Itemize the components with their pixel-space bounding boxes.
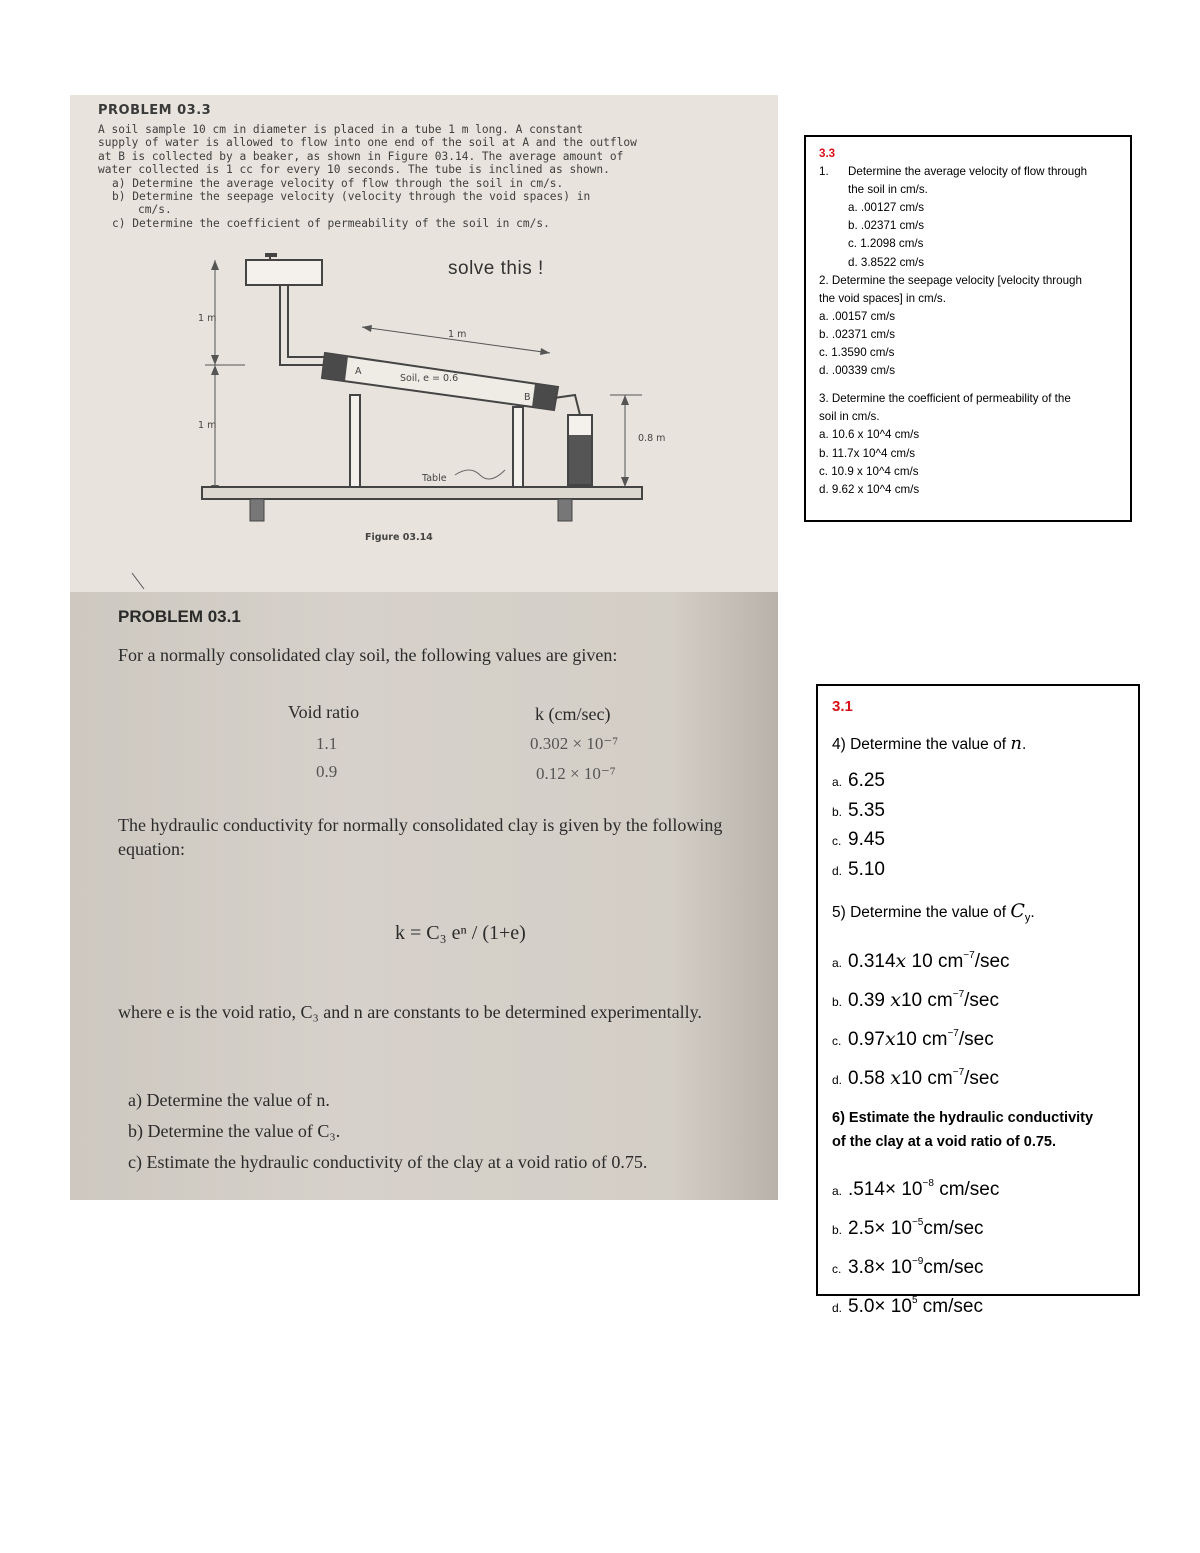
option-base: × 10 [874,1218,912,1240]
option[interactable] [832,856,1126,886]
option-mantissa: 5.0 [848,1296,875,1318]
option[interactable]: c. 10.9 x 10^4 cm/s [819,464,919,478]
problem-3-1-intro: For a normally consolidated clay soil, the following values are given: [118,645,618,665]
label-height: 0.8 m [638,433,666,444]
variable-sub: y [1024,912,1031,925]
figure-caption: Figure 03.14 [365,532,433,543]
box-heading: 3.1 [832,698,853,715]
option[interactable] [832,1285,1126,1324]
answer-box-3-3 [804,135,1132,522]
part-b: b) Determine the seepage velocity (velocity through the void spaces) in [112,190,591,204]
option-base: × 10 [884,1179,923,1201]
option[interactable]: a. 10.6 x 10^4 cm/s [819,428,920,442]
option-times: x [890,1067,901,1090]
question-b: b) Determine the value of C₃. [128,1121,341,1141]
text-line: A soil sample 10 cm in diameter is placed in a tube 1 m long. A constant [98,123,583,136]
label-1m-upper: 1 m [198,313,217,324]
option[interactable]: a. .00157 cm/s [819,309,896,323]
option[interactable] [832,1207,1126,1246]
option-exponent: −7 [947,1028,959,1040]
option-value: 5.35 [848,799,885,821]
hydraulic-conductivity-text: The hydraulic conductivity for normally consolidated clay is given by the following equation: [118,815,723,859]
label-table: Table [422,473,447,484]
table-cell: 0.12 × 10⁻⁷ [536,764,616,783]
part-c: c) Determine the coefficient of permeability of the soil in cm/s. [112,216,550,230]
table-header-void-ratio: Void ratio [288,702,360,722]
option-base: 10 cm [900,990,953,1012]
option[interactable]: b. 11.7x 10^4 cm/s [819,446,916,460]
option[interactable] [832,1246,1126,1285]
option[interactable] [832,797,1126,827]
option-base: × 10 [874,1257,912,1279]
option-exponent: −7 [952,1067,965,1079]
option-base: 10 cm [895,1029,948,1051]
variable-n: n [1010,733,1022,754]
option-letter: a. [832,1184,843,1199]
option-exponent: −5 [911,1217,924,1229]
question-text: the void spaces] in cm/s. [819,291,946,305]
question-number: 1. [819,165,829,179]
option-value: 5.10 [848,858,885,880]
option-times: x [895,950,907,973]
handwritten-note: solve this ! [448,258,544,279]
option-exponent: −7 [952,989,965,1001]
option[interactable]: c. 1.2098 cm/s [848,237,924,251]
option-unit: cm/sec [923,1257,984,1279]
option[interactable]: a. .00127 cm/s [848,201,925,215]
option-value: 6.25 [848,770,885,791]
option[interactable] [832,1168,1126,1207]
label-soil: Soil, e = 0.6 [400,373,459,384]
option-letter: b. [832,995,843,1010]
option-mantissa: 0.58 [848,1068,885,1090]
label-1m-lower: 1 m [198,420,217,431]
option-exponent: −8 [922,1178,934,1190]
option-unit: cm/sec [923,1218,984,1240]
option-exponent: 5 [911,1295,918,1307]
option-mantissa: 0.314 [848,951,896,973]
option-exponent: −7 [963,950,975,962]
problem-3-1-title: PROBLEM 03.1 [118,607,241,626]
part-a: a) Determine the average velocity of flow through the soil in cm/s. [112,176,564,190]
option-base: 10 cm [900,1068,953,1090]
table-cell: 1.1 [316,734,338,753]
option-mantissa: 0.39 [848,990,885,1012]
option-base: 10 cm [911,951,964,973]
option-mantissa: .514 [848,1179,885,1201]
label-a: A [355,366,362,377]
label-b: B [524,392,531,403]
question-1 [819,163,1120,181]
table-cell: 0.302 × 10⁻⁷ [530,734,619,753]
option[interactable] [832,767,1126,797]
option[interactable]: c. 1.3590 cm/s [819,346,895,360]
option-letter: b. [832,804,843,819]
option-mantissa: 0.97 [848,1029,885,1051]
option-mantissa: 2.5 [848,1218,875,1240]
part-b-cont: cm/s. [138,203,172,217]
problem-3-3-scan [70,95,778,592]
option-value: 9.45 [848,829,885,850]
box-heading: 3.3 [819,147,836,160]
option-unit: /sec [974,951,1010,973]
option-mantissa: 3.8 [848,1257,875,1279]
option[interactable]: b. .02371 cm/s [848,219,925,233]
option-base: × 10 [874,1296,912,1318]
option-letter: d. [832,863,843,878]
option[interactable] [832,1018,1126,1057]
problem-3-1-scan [70,592,778,1200]
option-letter: a. [832,956,843,971]
option-letter: d. [832,1073,843,1088]
question-3: 3. Determine the coefficient of permeability of the [819,392,1071,406]
option[interactable] [832,979,1126,1018]
question-text: of the clay at a void ratio of 0.75. [832,1134,1057,1151]
question-text: 5) Determine the value of [832,904,1007,921]
option[interactable]: d. .00339 cm/s [819,364,896,378]
text-line: water collected is 1 cc for every 10 seconds. The tube is inclined as shown. [98,163,610,177]
question-2: 2. Determine the seepage velocity [velocity through [819,273,1082,287]
question-4: 4) Determine the value of n. [832,733,1027,754]
option-letter: a. [832,775,843,789]
option-times: x [884,1028,896,1051]
option[interactable] [832,940,1126,979]
answer-box-3-1 [816,684,1140,1318]
option[interactable] [832,826,1126,856]
question-text: the soil in cm/s. [848,183,928,197]
option-letter: d. [832,1301,843,1316]
question-6: 6) Estimate the hydraulic conductivity [832,1110,1094,1127]
option-unit: /sec [964,1068,999,1090]
text-line: supply of water is allowed to flow into one end of the soil at A and the outflow [98,136,637,150]
figure-03-14 [70,95,778,592]
question-text: 4) Determine the value of [832,736,1007,753]
option-letter: c. [832,834,842,848]
option[interactable]: d. 9.62 x 10^4 cm/s [819,482,920,496]
question-c: c) Estimate the hydraulic conductivity of the clay at a void ratio of 0.75. [128,1152,648,1172]
option-letter: b. [832,1223,843,1238]
problem-3-3-title: PROBLEM 03.3 [98,103,212,118]
variable-c: C [1010,900,1025,922]
question-text: soil in cm/s. [819,410,880,424]
option-unit: cm/sec [922,1296,983,1318]
question-5: 5) Determine the value of $C_y$. [832,900,1035,925]
where-text: where e is the void ratio, C₃ and n are constants to be determined experimentally. [118,1002,702,1022]
option-unit: cm/sec [939,1179,1000,1201]
option[interactable] [832,1057,1126,1096]
option-letter: c. [832,1262,842,1277]
label-tube-length: 1 m [448,329,467,340]
table-header-k: k (cm/sec) [535,704,611,724]
text-line: at B is collected by a beaker, as shown in Figure 03.14. The average amount of [98,149,624,163]
option-letter: c. [832,1034,842,1049]
table-cell: 0.9 [316,762,338,781]
option-unit: /sec [958,1029,994,1051]
question-text: Determine the average velocity of flow through [848,165,1088,179]
option-unit: /sec [964,990,999,1012]
option-times: x [890,989,901,1012]
option[interactable]: b. .02371 cm/s [819,327,896,341]
option[interactable]: d. 3.8522 cm/s [848,255,925,269]
question-a: a) Determine the value of n. [128,1090,330,1110]
option-exponent: −9 [911,1256,924,1268]
equation: k = C₃ eⁿ / (1+e) [395,922,526,944]
